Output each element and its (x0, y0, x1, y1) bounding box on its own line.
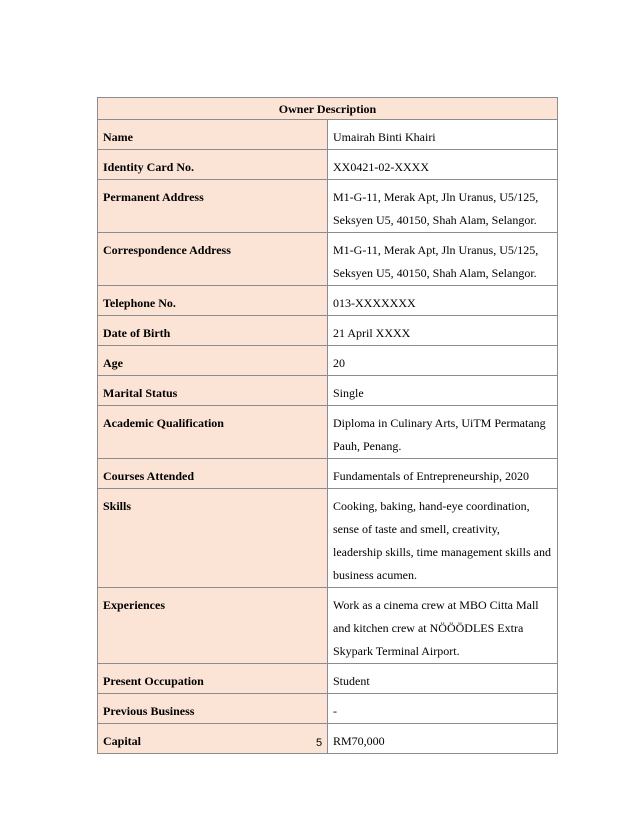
row-value: Cooking, baking, hand-eye coordination, sense of taste and smell, creativity, leadership skills, time management skills and business acumen. (328, 489, 558, 588)
row-label: Identity Card No. (98, 150, 328, 180)
table-title: Owner Description (98, 98, 558, 120)
table-row-academic-qualification (98, 406, 558, 459)
table-row-name (98, 120, 558, 150)
table-row-courses-attended (98, 459, 558, 489)
row-value: Diploma in Culinary Arts, UiTM Permatang Pauh, Penang. (328, 406, 558, 459)
row-value: - (328, 694, 558, 724)
table-row-correspondence-address (98, 233, 558, 286)
page-number: 5 (315, 737, 323, 749)
row-label: Marital Status (98, 376, 328, 406)
table-row-date-of-birth (98, 316, 558, 346)
row-label: Academic Qualification (98, 406, 328, 459)
row-value: Student (328, 664, 558, 694)
row-value: Single (328, 376, 558, 406)
row-value: 013-XXXXXXX (328, 286, 558, 316)
row-label: Experiences (98, 588, 328, 664)
row-label: Name (98, 120, 328, 150)
row-value: Fundamentals of Entrepreneurship, 2020 (328, 459, 558, 489)
table-row-previous-business (98, 694, 558, 724)
table-row-age (98, 346, 558, 376)
row-value: Work as a cinema crew at MBO Citta Mall and kitchen crew at NÖÖÖDLES Extra Skypark Terminal Airport. (328, 588, 558, 664)
row-value: 21 April XXXX (328, 316, 558, 346)
row-value: RM70,000 (328, 724, 558, 754)
row-value: XX0421-02-XXXX (328, 150, 558, 180)
table-row-permanent-address (98, 180, 558, 233)
row-label: Date of Birth (98, 316, 328, 346)
table-row-skills (98, 489, 558, 588)
row-label: Skills (98, 489, 328, 588)
row-label: Capital (98, 724, 328, 754)
row-label: Previous Business (98, 694, 328, 724)
owner-description-table (97, 97, 558, 754)
table-row-telephone (98, 286, 558, 316)
row-label: Telephone No. (98, 286, 328, 316)
table-row-experiences (98, 588, 558, 664)
row-label: Present Occupation (98, 664, 328, 694)
row-label: Permanent Address (98, 180, 328, 233)
row-value: 20 (328, 346, 558, 376)
table-row-marital-status (98, 376, 558, 406)
row-value: M1-G-11, Merak Apt, Jln Uranus, U5/125, Seksyen U5, 40150, Shah Alam, Selangor. (328, 180, 558, 233)
row-label: Correspondence Address (98, 233, 328, 286)
row-label: Courses Attended (98, 459, 328, 489)
row-label: Age (98, 346, 328, 376)
table-row-present-occupation (98, 664, 558, 694)
table-row-identity-card (98, 150, 558, 180)
row-value: M1-G-11, Merak Apt, Jln Uranus, U5/125, Seksyen U5, 40150, Shah Alam, Selangor. (328, 233, 558, 286)
table-header-row (98, 98, 558, 120)
row-value: Umairah Binti Khairi (328, 120, 558, 150)
